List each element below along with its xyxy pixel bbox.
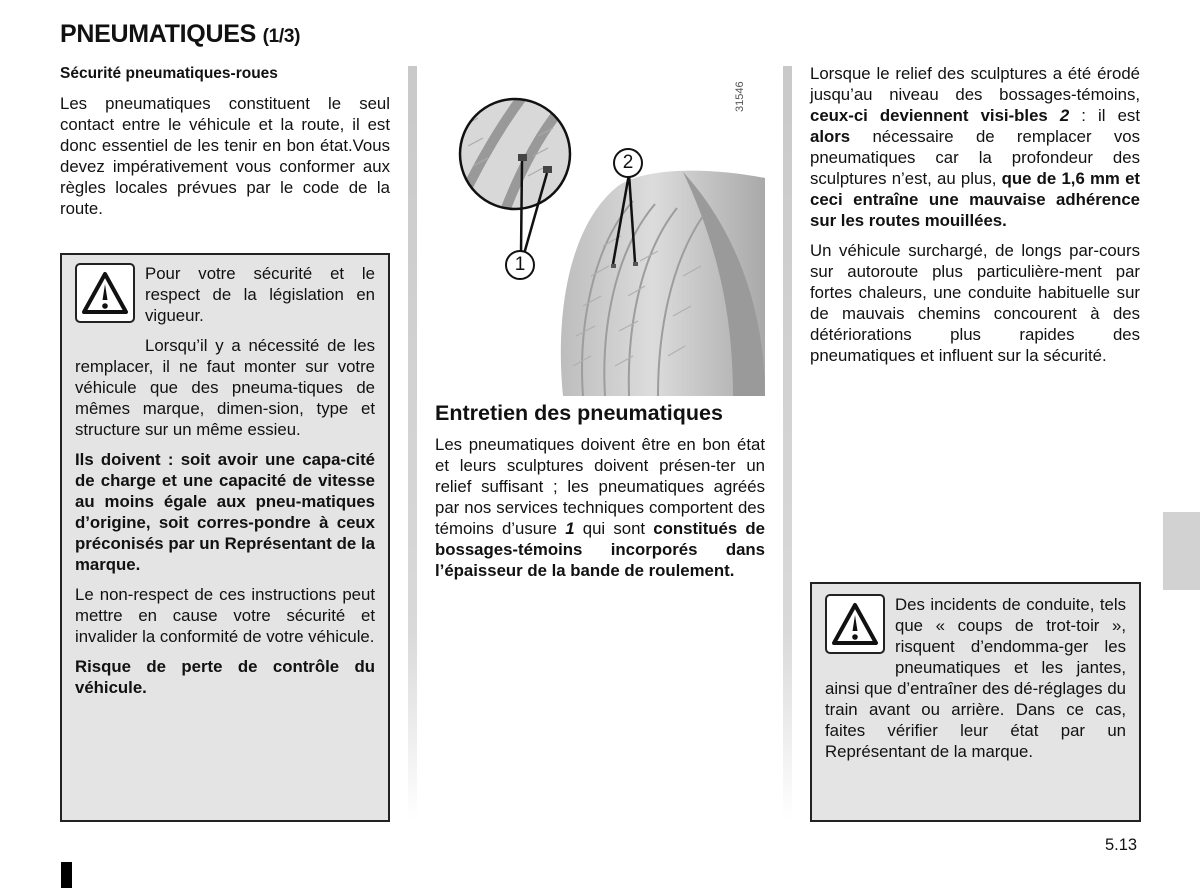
maintenance-ref-number: 1 xyxy=(565,519,575,538)
right-p1-bold-f: que de 1,6 mm et ceci entraîne une mauvaise adhérence sur les routes mouillées. xyxy=(810,169,1140,230)
page-title xyxy=(60,20,300,49)
title-text: PNEUMATIQUES xyxy=(60,20,256,48)
maintenance-text-bold: constitués de bossages-témoins incorporés dans l’épaisseur de la bande de roulement. xyxy=(435,519,766,580)
right-p1-bold-d: alors xyxy=(810,127,851,146)
right-p1-text-c: : il est xyxy=(1069,106,1140,125)
warning-box-1 xyxy=(60,253,390,822)
column-divider-right xyxy=(783,66,792,820)
right-p1-bold-b: ceux-ci deviennent visi-bles xyxy=(810,106,1060,125)
corner-mark xyxy=(61,862,72,888)
warning1-paragraph-2: Lorsqu’il y a nécessité de les remplacer, il ne faut monter sur votre véhicule que des pneuma-tiques de mêmes marque, dimen-sion, type et structure sur un même essieu. xyxy=(75,336,375,439)
left-column xyxy=(60,63,390,228)
middle-column xyxy=(435,434,765,590)
right-column xyxy=(810,63,1140,375)
warning1-paragraph-1: Pour votre sécurité et le respect de la législation en vigueur. xyxy=(145,264,375,325)
tire-illustration xyxy=(433,66,768,396)
section-subheading: Sécurité pneumatiques-roues xyxy=(60,65,278,82)
maintenance-text-a: Les pneumatiques doivent être en bon état et leurs sculptures doivent présen-ter un relief suffisant ; les pneumatiques agréés par nos services techniques comportent des témoins d’usure xyxy=(435,435,765,538)
column-divider-left xyxy=(408,66,417,820)
warning1-paragraph-4: Le non-respect de ces instructions peut mettre en cause votre sécurité et invalider la conformité de votre véhicule. xyxy=(75,585,375,646)
warning1-paragraph-5: Risque de perte de contrôle du véhicule. xyxy=(75,657,375,697)
page-number: 5.13 xyxy=(1105,836,1138,854)
right-p1-text-e: nécessaire de remplacer vos pneumatiques car la profondeur des sculptures n’est, au plus, xyxy=(810,127,1140,188)
right-p1-text-a: Lorsque le relief des sculptures a été érodé jusqu’au niveau des bossages-témoins, xyxy=(810,64,1140,104)
intro-paragraph: Les pneumatiques constituent le seul contact entre le véhicule et la route, il est donc essentiel de les tenir en bon état.Vous devez impérativement vous conformer aux règles locales prévues par le code de la route. xyxy=(60,94,390,218)
figure-reference: 31546 xyxy=(734,81,746,112)
callout-1: 1 xyxy=(505,250,535,280)
warning1-paragraph-3: Ils doivent : soit avoir une capa-cité de charge et une capacité de vitesse au moins égale aux pneu-matiques d’origine, soit corres-pondre à ceux préconisés par un Représentant de la marque. xyxy=(75,450,375,574)
right-paragraph-2: Un véhicule surchargé, de longs par-cours sur autoroute plus particulière-ment par fortes chaleurs, une conduite habituelle sur de mauvais chemins concourent à des détériorations plus rapides des pneumatiques et influent sur la sécurité. xyxy=(810,241,1140,365)
section-heading: Entretien des pneumatiques xyxy=(435,401,723,425)
warning-box-2 xyxy=(810,582,1141,822)
right-p1-ref-number: 2 xyxy=(1059,106,1070,125)
maintenance-paragraph xyxy=(435,434,765,581)
tire-drawing xyxy=(433,66,768,396)
right-paragraph-1 xyxy=(810,63,1140,231)
maintenance-text-b: qui sont xyxy=(574,519,654,538)
warning2-paragraph: Des incidents de conduite, tels que « coups de trot-toir », risquent d’endomma-ger les pneumatiques et les jantes, ainsi que d’entraîner des dé-réglages du train avant ou arrière. Dans ce cas, faites vérifier leur état par un Représentant de la marque. xyxy=(825,595,1126,761)
callout-2: 2 xyxy=(613,148,643,178)
chapter-tab xyxy=(1163,512,1200,590)
warning-triangle-icon xyxy=(825,594,885,654)
warning-triangle-icon xyxy=(75,263,135,323)
title-suffix: (1/3) xyxy=(262,26,301,47)
